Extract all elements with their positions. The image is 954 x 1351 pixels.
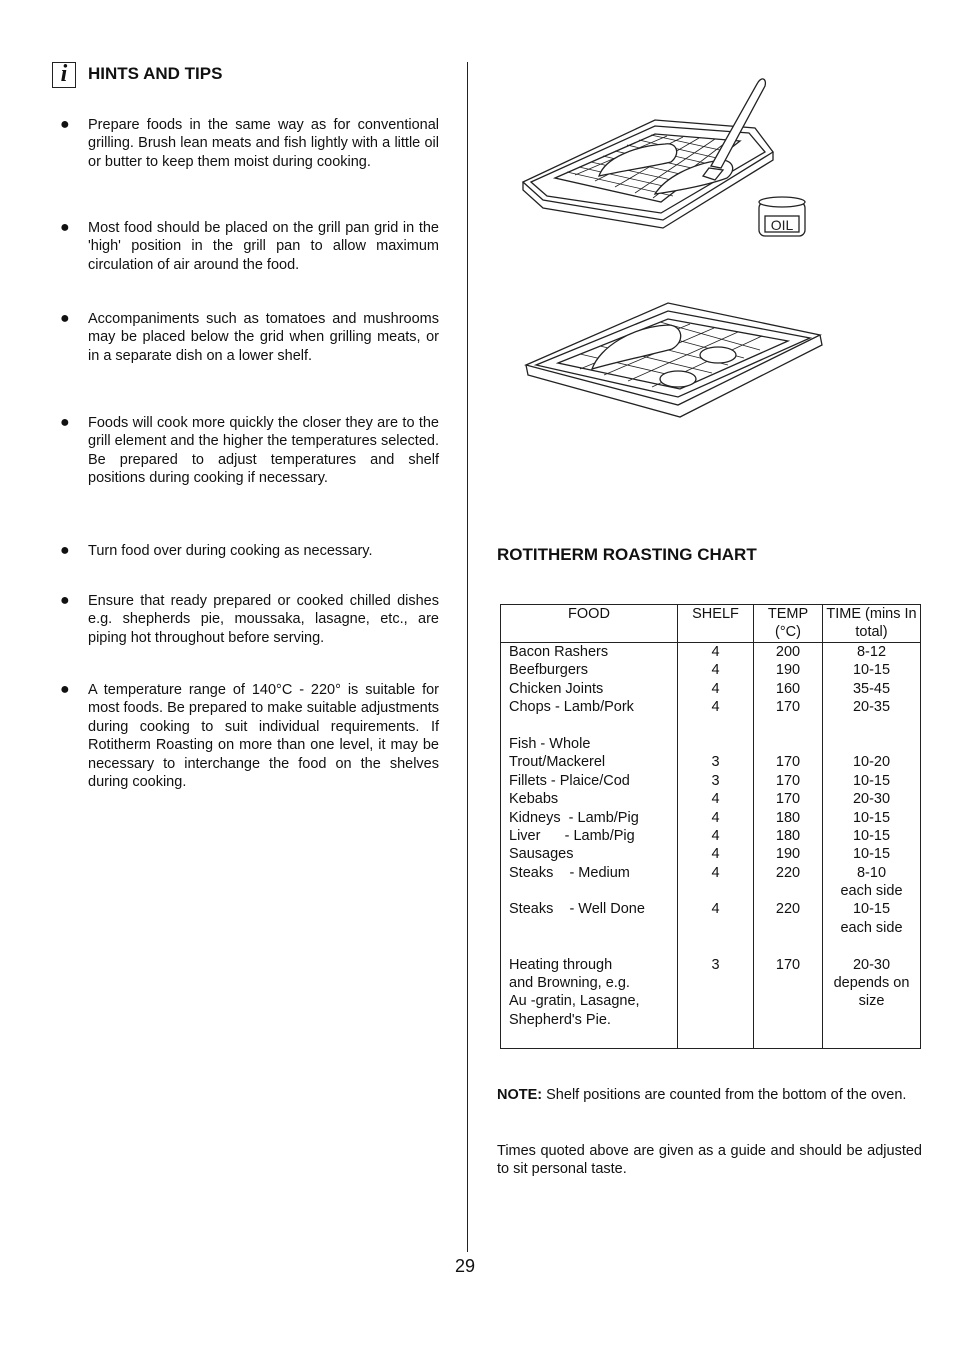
bullet-icon: ● [60, 681, 70, 698]
time-value [823, 735, 920, 753]
header-time: TIME (mins In total) [823, 605, 921, 643]
shelf-value [678, 882, 753, 900]
shelf-value [678, 717, 753, 735]
food-line: Heating through [509, 956, 613, 973]
time-value [823, 937, 920, 955]
food-line: Chops - Lamb/Pork [509, 699, 634, 716]
time-value: depends on [833, 975, 910, 992]
time-value: 10-15 [852, 662, 891, 679]
table-body-row [501, 643, 921, 1049]
shelf-value: 3 [711, 956, 720, 973]
times-note: Times quoted above are given as a guide and should be adjusted to sit personal taste. [497, 1143, 922, 1178]
hint-text: Prepare foods in the same way as for conventional grilling. Brush lean meats and fish lightly with a little oil or butter to keep them moist during cooking. [88, 117, 439, 170]
time-value: 10-15 [852, 772, 891, 789]
hint-text: Ensure that ready prepared or cooked chilled dishes e.g. shepherds pie, moussaka, lasagne, etc., are piping hot throughout before serving. [88, 593, 439, 646]
note-text: Shelf positions are counted from the bottom of the oven. [542, 1087, 907, 1103]
shelf-value: 4 [711, 662, 720, 679]
time-value: 10-15 [852, 827, 891, 844]
header-food: FOOD [501, 605, 678, 643]
time-value: each side [840, 883, 903, 900]
time-value: 20-30 [852, 791, 891, 808]
column-divider [467, 62, 468, 1252]
food-line: Sausages [509, 846, 574, 863]
temp-value [754, 717, 822, 735]
shelf-value: 4 [711, 809, 720, 826]
time-value [823, 1011, 920, 1029]
shelf-value: 4 [711, 827, 720, 844]
time-value: 8-12 [856, 644, 887, 660]
food-line: Chicken Joints [509, 680, 604, 697]
time-value: 10-15 [852, 809, 891, 826]
hints-heading: HINTS AND TIPS [88, 64, 223, 83]
bullet-icon: ● [60, 116, 70, 133]
temp-value [754, 882, 822, 900]
food-line: Liver - Lamb/Pig [509, 827, 635, 844]
shelf-column [678, 643, 754, 1049]
hint-text: Accompaniments such as tomatoes and mushrooms may be placed below the grid when grilling meats, or in a separate dish on a lower shelf. [88, 311, 439, 364]
hint-text: Foods will cook more quickly the closer they are to the grill element and the higher the temperatures selected. Be prepared to adjust temperatures and shelf positions during cooking if necessary. [88, 415, 439, 487]
note-label: NOTE: [497, 1087, 543, 1103]
grill-pan-brushing-illustration [515, 70, 815, 245]
temp-value [754, 919, 822, 937]
temp-value [754, 937, 822, 955]
hint-text: Turn food over during cooking as necessary. [88, 543, 373, 559]
temp-value: 220 [775, 901, 801, 918]
hint-text: A temperature range of 140°C - 220° is suitable for most foods. Be prepared to make suitable adjustments during cooking to suit individual requirements. If Rotitherm Roasting on more than one level, it may be necessary to interchange the food on the shelves during cooking. [88, 682, 439, 791]
shelf-value [678, 1011, 753, 1029]
temp-value: 160 [775, 680, 801, 697]
shelf-value: 4 [711, 864, 720, 881]
roasting-chart-table [500, 604, 921, 1049]
bullet-icon: ● [60, 414, 70, 431]
food-line: Fillets - Plaice/Cod [509, 772, 630, 789]
temp-value: 200 [775, 644, 801, 660]
shelf-value: 4 [711, 846, 720, 863]
header-temp: TEMP (°C) [754, 605, 823, 643]
temp-value: 170 [775, 754, 801, 771]
shelf-value: 4 [711, 680, 720, 697]
time-value: 20-35 [852, 699, 891, 716]
food-line: Au -gratin, Lasagne, [509, 993, 640, 1010]
food-line: and Browning, e.g. [509, 975, 630, 992]
food-column [501, 643, 678, 1049]
food-line: Shepherd's Pie. [509, 1011, 611, 1028]
food-line: Bacon Rashers [509, 644, 609, 660]
bullet-icon: ● [60, 542, 70, 559]
hint-text: Most food should be placed on the grill pan grid in the 'high' position in the grill pan to allow maximum circulation of air around the food. [88, 220, 439, 273]
time-value: each side [840, 919, 903, 936]
shelf-value [678, 974, 753, 992]
bullet-icon: ● [60, 310, 70, 327]
food-line [501, 882, 677, 900]
shelf-value: 4 [711, 644, 720, 660]
time-value: 10-15 [852, 846, 891, 863]
time-value: 8-10 [856, 864, 887, 881]
shelf-value: 4 [711, 791, 720, 808]
food-line: Fish - Whole [509, 735, 591, 752]
shelf-value [678, 992, 753, 1010]
shelf-value [678, 919, 753, 937]
header-shelf: SHELF [678, 605, 754, 643]
temp-value [754, 992, 822, 1010]
temp-value [754, 1011, 822, 1029]
page-number: 29 [455, 1256, 476, 1276]
time-value: 20-30 [852, 956, 891, 973]
time-column [823, 643, 921, 1049]
table-header-row [501, 605, 921, 643]
food-line [501, 937, 677, 955]
food-line: Beefburgers [509, 662, 588, 679]
time-value: 10-20 [852, 754, 891, 771]
temp-column [754, 643, 823, 1049]
food-line: Steaks - Well Done [509, 901, 645, 918]
shelf-value [678, 937, 753, 955]
food-line [501, 717, 677, 735]
shelf-value: 3 [711, 754, 720, 771]
food-line [501, 919, 677, 937]
time-value: 35-45 [852, 680, 891, 697]
temp-value [754, 974, 822, 992]
temp-value: 190 [775, 846, 801, 863]
food-line: Trout/Mackerel [509, 754, 606, 771]
bullet-icon: ● [60, 219, 70, 236]
grill-pan-food-illustration [520, 295, 830, 425]
temp-value [754, 735, 822, 753]
time-value: size [858, 993, 885, 1010]
food-line: Steaks - Medium [509, 864, 630, 881]
temp-value: 170 [775, 956, 801, 973]
time-value [823, 717, 920, 735]
chart-heading: ROTITHERM ROASTING CHART [497, 545, 757, 564]
food-line: Kebabs [509, 791, 559, 808]
temp-value: 180 [775, 809, 801, 826]
temp-value: 180 [775, 827, 801, 844]
info-icon: i [52, 62, 76, 88]
temp-value: 170 [775, 772, 801, 789]
shelf-value [678, 735, 753, 753]
temp-value: 220 [775, 864, 801, 881]
temp-value: 170 [775, 699, 801, 716]
shelf-note [497, 1086, 922, 1104]
temp-value: 190 [775, 662, 801, 679]
shelf-value: 3 [711, 772, 720, 789]
bullet-icon: ● [60, 592, 70, 609]
shelf-value: 4 [711, 901, 720, 918]
shelf-value: 4 [711, 699, 720, 716]
time-value: 10-15 [852, 901, 891, 918]
temp-value: 170 [775, 791, 801, 808]
oil-label: OIL [770, 217, 794, 233]
food-line: Kidneys - Lamb/Pig [509, 809, 639, 826]
